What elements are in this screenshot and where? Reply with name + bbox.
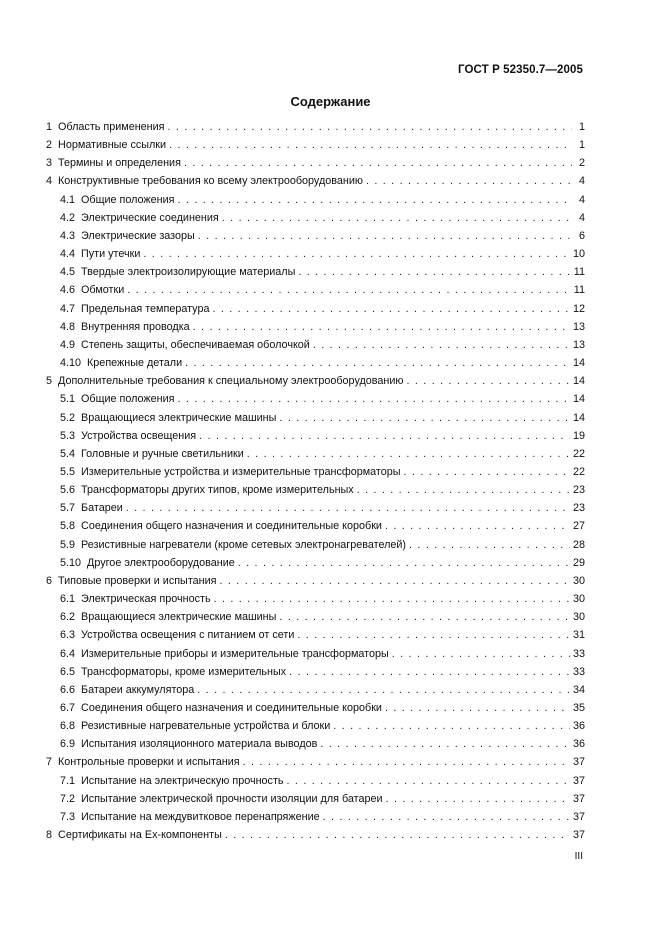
toc-entry[interactable] <box>46 793 585 811</box>
toc-entry-number: 4.7 <box>60 302 76 315</box>
toc-entry-number: 5 <box>46 375 53 388</box>
toc-entry-number: 2 <box>46 139 53 152</box>
toc-entry-number: 5.7 <box>60 502 76 515</box>
toc-entry-label: Пути утечки <box>81 248 141 261</box>
toc-entry[interactable] <box>46 756 585 774</box>
toc-leader-dots <box>238 557 570 569</box>
toc-entry[interactable] <box>46 593 585 611</box>
toc-entry-label: Контрольные проверки и испытания <box>58 756 240 769</box>
toc-entry-number: 4.10 <box>60 357 82 370</box>
toc-leader-dots <box>320 738 570 750</box>
toc-entry-label: Внутренняя проводка <box>81 320 190 333</box>
toc-entry-number: 4 <box>46 175 53 188</box>
toc-entry-label: Устройства освещения с питанием от сети <box>81 629 295 642</box>
toc-entry[interactable] <box>46 738 585 756</box>
toc-entry-page: 35 <box>572 702 585 714</box>
toc-entry-number: 6.3 <box>60 629 76 642</box>
toc-entry-number: 5.3 <box>60 429 76 442</box>
toc-entry-label: Степень защиты, обеспечиваемая оболочкой <box>81 338 310 351</box>
toc-entry-number: 4.5 <box>60 266 76 279</box>
toc-entry-label: Электрические зазоры <box>81 229 195 242</box>
toc-leader-dots <box>289 666 570 678</box>
toc-leader-dots <box>220 575 570 587</box>
toc-entry-page: 28 <box>572 538 585 551</box>
toc-entry-page: 12 <box>572 302 585 315</box>
toc-entry-page: 30 <box>572 574 585 587</box>
toc-entry-number: 1 <box>46 121 53 133</box>
toc-entry-label: Крепежные детали <box>87 357 183 370</box>
toc-leader-dots <box>127 284 571 296</box>
toc-entry-label: Электрические соединения <box>81 211 219 224</box>
toc-entry[interactable] <box>46 520 585 538</box>
toc-entry[interactable] <box>46 666 585 684</box>
toc-leader-dots <box>199 430 570 442</box>
toc-entry-label: Батареи аккумулятора <box>81 683 195 696</box>
toc-entry-page: 10 <box>572 248 585 261</box>
toc-entry[interactable] <box>46 194 585 212</box>
toc-entry-label: Измерительные приборы и измерительные трансформаторы <box>81 647 389 660</box>
toc-entry-label: Соединения общего назначения и соединительные коробки <box>81 702 382 714</box>
toc-entry[interactable] <box>46 375 585 393</box>
toc-entry[interactable] <box>46 303 585 321</box>
toc-leader-dots <box>323 811 570 823</box>
toc-entry[interactable] <box>46 357 585 375</box>
toc-entry[interactable] <box>46 266 585 284</box>
toc-leader-dots <box>225 829 570 841</box>
toc-entry-label: Трансформаторы, кроме измерительных <box>81 665 287 678</box>
toc-entry-number: 5.5 <box>60 465 76 478</box>
toc-entry-page: 36 <box>572 738 585 751</box>
toc-entry-number: 6.8 <box>60 720 76 733</box>
toc-entry[interactable] <box>46 684 585 702</box>
toc-entry-number: 5.2 <box>60 411 76 424</box>
toc-entry-label: Термины и определения <box>58 157 181 170</box>
toc-entry-number: 4.6 <box>60 284 76 297</box>
toc-entry-number: 5.8 <box>60 520 76 533</box>
toc-entry-label: Электрическая прочность <box>81 593 211 606</box>
toc-entry-number: 4.3 <box>60 229 76 242</box>
toc-entry-page: 36 <box>572 720 585 733</box>
toc-entry-number: 5.9 <box>60 538 76 551</box>
toc-entry-label: Измерительные устройства и измерительные трансформаторы <box>81 465 401 478</box>
toc-entry-number: 6 <box>46 574 53 587</box>
toc-entry-page: 11 <box>573 284 585 297</box>
toc-leader-dots <box>407 375 570 387</box>
toc-entry[interactable] <box>46 157 585 175</box>
toc-leader-dots <box>385 702 570 714</box>
toc-entry-label: Испытание электрической прочности изоляции для батареи <box>81 792 383 805</box>
toc-entry-label: Батареи <box>81 502 123 515</box>
toc-entry-page: 4 <box>578 193 585 206</box>
toc-entry-number: 5.4 <box>60 447 76 460</box>
toc-entry[interactable] <box>46 321 585 339</box>
toc-entry[interactable] <box>46 339 585 357</box>
toc-entry-label: Головные и ручные светильники <box>81 447 244 460</box>
toc-entry[interactable] <box>46 648 585 666</box>
toc-leader-dots <box>185 357 570 369</box>
toc-entry-page: 37 <box>572 774 585 787</box>
toc-entry-page: 33 <box>572 647 585 660</box>
toc-entry-label: Предельная температура <box>81 302 210 315</box>
toc-leader-dots <box>214 593 570 605</box>
toc-entry[interactable] <box>46 248 585 266</box>
toc-entry-page: 37 <box>572 829 585 842</box>
toc-entry[interactable] <box>46 212 585 230</box>
toc-entry-number: 6.6 <box>60 683 76 696</box>
toc-leader-dots <box>243 756 570 768</box>
toc-leader-dots <box>247 448 570 460</box>
toc-entry-label: Испытание на междувитковое перенапряжение <box>81 810 320 823</box>
toc-entry-number: 7.1 <box>60 774 76 787</box>
toc-entry-number: 4.4 <box>60 248 76 261</box>
toc-entry[interactable] <box>46 139 585 157</box>
toc-entry-page: 13 <box>572 338 585 351</box>
toc-entry-page: 14 <box>572 375 585 388</box>
toc-leader-dots <box>178 194 572 206</box>
toc-entry-label: Испытание на электрическую прочность <box>81 774 284 787</box>
toc-entry-page: 33 <box>572 665 585 678</box>
toc-entry-number: 7.3 <box>60 810 76 823</box>
toc-entry[interactable] <box>46 448 585 466</box>
toc-entry-label: Соединения общего назначения и соединительные коробки <box>81 520 382 533</box>
page-title: Содержание <box>290 94 371 109</box>
toc-entry-number: 8 <box>46 829 53 842</box>
toc-entry-number: 5.10 <box>60 556 82 569</box>
toc-entry[interactable] <box>46 466 585 484</box>
toc-leader-dots <box>385 520 570 532</box>
toc-leader-dots <box>279 611 570 623</box>
toc-entry-page: 4 <box>578 211 585 224</box>
toc-entry[interactable] <box>46 502 585 520</box>
page-number: III <box>574 851 583 862</box>
toc-entry-label: Обмотки <box>81 284 125 297</box>
toc-entry-page: 22 <box>572 447 585 460</box>
toc-entry-label: Общие положения <box>81 393 175 406</box>
document-header: ГОСТ Р 52350.7—2005 <box>458 64 583 76</box>
toc-entry-page: 37 <box>572 792 585 805</box>
toc-entry-label: Типовые проверки и испытания <box>58 574 217 587</box>
toc-entry[interactable] <box>46 121 585 139</box>
toc-entry-number: 4.9 <box>60 338 76 351</box>
toc-entry-label: Сертификаты на Ex-компоненты <box>58 829 222 842</box>
toc-entry[interactable] <box>46 484 585 502</box>
toc-entry-page: 2 <box>578 157 585 170</box>
toc-entry-page: 27 <box>572 520 585 533</box>
toc-entry[interactable] <box>46 702 585 720</box>
toc-leader-dots <box>184 157 572 169</box>
toc-leader-dots <box>169 139 572 151</box>
toc-entry-page: 13 <box>572 320 585 333</box>
toc-entry-number: 4.2 <box>60 211 76 224</box>
toc-entry[interactable] <box>46 811 585 829</box>
toc-leader-dots <box>298 266 570 278</box>
toc-leader-dots <box>409 539 570 551</box>
toc-entry[interactable] <box>46 393 585 411</box>
toc-entry-page: 30 <box>572 593 585 606</box>
toc-leader-dots <box>404 466 570 478</box>
toc-entry-page: 30 <box>572 611 585 624</box>
toc-entry-page: 23 <box>572 502 585 515</box>
toc-entry-number: 6.1 <box>60 593 76 606</box>
toc-leader-dots <box>222 212 572 224</box>
toc-leader-dots <box>333 720 570 732</box>
toc-entry-number: 6.2 <box>60 611 76 624</box>
toc-entry-number: 6.9 <box>60 738 76 751</box>
toc-entry-label: Область применения <box>58 121 165 133</box>
toc-entry-label: Другое электрооборудование <box>87 556 235 569</box>
toc-entry-label: Трансформаторы других типов, кроме измерительных <box>81 484 354 497</box>
toc-entry-page: 14 <box>572 393 585 406</box>
toc-leader-dots <box>178 393 570 405</box>
toc-leader-dots <box>297 629 570 641</box>
toc-entry-number: 5.6 <box>60 484 76 497</box>
toc-entry-number: 7.2 <box>60 792 76 805</box>
toc-entry[interactable] <box>46 629 585 647</box>
toc-entry-label: Устройства освещения <box>81 429 197 442</box>
toc-leader-dots <box>126 502 570 514</box>
toc-entry-number: 3 <box>46 157 53 170</box>
toc-leader-dots <box>357 484 570 496</box>
toc-leader-dots <box>366 175 572 187</box>
toc-leader-dots <box>198 230 572 242</box>
toc-entry[interactable] <box>46 412 585 430</box>
toc-leader-dots <box>287 775 570 787</box>
toc-entry-label: Вращающиеся электрические машины <box>81 611 277 624</box>
toc-leader-dots <box>168 121 572 133</box>
toc-leader-dots <box>143 248 570 260</box>
toc-entry-label: Вращающиеся электрические машины <box>81 411 277 424</box>
toc-entry-page: 14 <box>572 411 585 424</box>
toc-entry-number: 6.7 <box>60 702 76 714</box>
toc-entry-label: Общие положения <box>81 193 175 206</box>
toc-entry[interactable] <box>46 575 585 593</box>
toc-leader-dots <box>392 648 570 660</box>
toc-entry-page: 11 <box>573 266 585 279</box>
toc-entry-page: 37 <box>572 756 585 769</box>
toc-entry[interactable] <box>46 230 585 248</box>
toc-entry[interactable] <box>46 539 585 557</box>
toc-entry-page: 31 <box>572 629 585 642</box>
toc-entry-label: Нормативные ссылки <box>58 139 167 152</box>
toc-entry[interactable] <box>46 829 585 847</box>
toc-entry-label: Твердые электроизолирующие материалы <box>81 266 296 279</box>
toc-entry-label: Резистивные нагреватели (кроме сетевых электронагревателей) <box>81 538 407 551</box>
toc-entry-page: 22 <box>572 465 585 478</box>
toc-entry[interactable] <box>46 175 585 193</box>
toc-entry-number: 4.8 <box>60 320 76 333</box>
toc-leader-dots <box>279 412 570 424</box>
toc-entry-number: 4.1 <box>60 193 76 206</box>
toc-entry-label: Дополнительные требования к специальному электрооборудованию <box>58 375 404 388</box>
toc-entry-page: 1 <box>578 139 585 152</box>
toc-entry-page: 14 <box>572 357 585 370</box>
toc-leader-dots <box>197 684 570 696</box>
toc-entry[interactable] <box>46 284 585 302</box>
toc-entry-label: Испытания изоляционного материала выводов <box>81 738 318 751</box>
toc-entry[interactable] <box>46 557 585 575</box>
toc-entry-page: 23 <box>572 484 585 497</box>
toc-leader-dots <box>193 321 570 333</box>
table-of-contents <box>46 121 585 847</box>
toc-entry-page: 6 <box>578 229 585 242</box>
toc-entry[interactable] <box>46 430 585 448</box>
toc-entry[interactable] <box>46 611 585 629</box>
toc-leader-dots <box>386 793 570 805</box>
toc-entry[interactable] <box>46 720 585 738</box>
toc-entry-page: 34 <box>572 683 585 696</box>
toc-entry-number: 7 <box>46 756 53 769</box>
toc-leader-dots <box>313 339 570 351</box>
toc-entry-page: 4 <box>578 175 585 188</box>
toc-entry-page: 29 <box>572 556 585 569</box>
toc-leader-dots <box>212 303 570 315</box>
toc-entry-page: 19 <box>572 429 585 442</box>
toc-entry-number: 6.5 <box>60 665 76 678</box>
toc-entry-number: 6.4 <box>60 647 76 660</box>
toc-entry-label: Резистивные нагревательные устройства и блоки <box>81 720 331 733</box>
toc-entry-page: 37 <box>572 810 585 823</box>
toc-entry-page: 1 <box>578 121 585 133</box>
toc-entry-label: Конструктивные требования ко всему электрооборудованию <box>58 175 363 188</box>
toc-entry[interactable] <box>46 775 585 793</box>
toc-entry-number: 5.1 <box>60 393 76 406</box>
